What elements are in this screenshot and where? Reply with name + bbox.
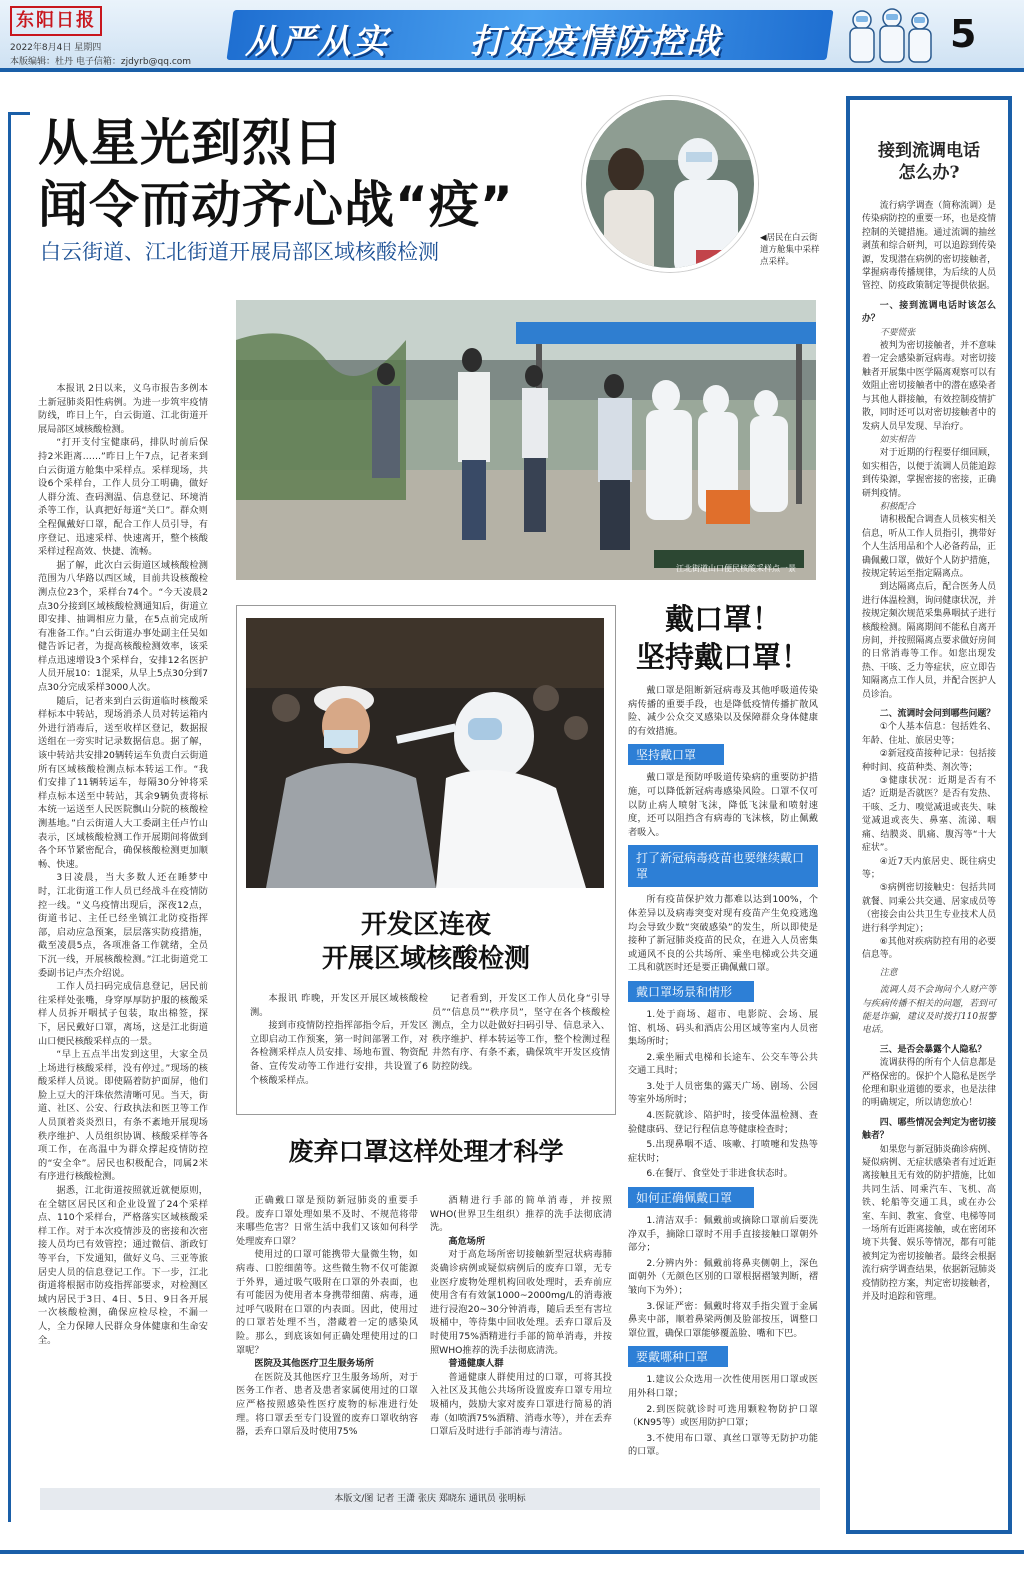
lead-headline-line1: 从星光到烈日 (38, 114, 344, 172)
kfq-headline-line2: 开展区域核酸检测 (321, 944, 530, 974)
kfq-paragraph: 记者看到，开发区工作人员化身“引导员”“信息员”“秩序员”，坚守在各个核酸检测点，全力以赴做好扫码引导、信息录入、秩序维护、样本转运等工作，整个检测过程井然有序、有条不紊，确保筑牢开发区疫情防控防线。 (432, 993, 610, 1072)
mask-section-body (628, 1373, 818, 1459)
mask-list-item: 2.到医院就诊时可选用颗粒物防护口罩（KN95等）或医用防护口罩； (628, 1403, 818, 1429)
masthead (0, 0, 1024, 72)
sidebar-paragraph: 对于近期的行程要仔细回顾，如实相告，以便于流调人员能追踪到传染源，掌握密接的密接，正确研判疫情。 (862, 448, 996, 499)
sidebar-question: 一、接到流调电话时该怎么办？ (862, 300, 996, 325)
lead-paragraph: “打开支付宝健康码，排队时前后保持2米距离……”昨日上午7点，记者来到白云街道方舱集中采样点。采样现场，共设6个采样台，工作人员分工明确，做好人群分流、查码测温、信息登记、环境消杀等工作，认真把好每道“关口”。群众则全程佩戴好口罩，配合工作人员引导，有序登记、迅速采样、快速离开，整个核酸采样过程高效、快捷、流畅。 (38, 437, 208, 558)
mask-headline-line2: 坚持戴口罩！ (635, 640, 810, 674)
sidebar-question: 二、流调时会问到哪些问题？ (879, 709, 996, 720)
sidebar-question: 四、哪些情况会判定为密切接触者？ (862, 1117, 996, 1142)
sidebar-note: 流调人员不会询问个人财产等与疾病传播不相关的问题，若到可能是诈骗，建议及时拨打110报警电话。 (862, 985, 996, 1036)
sidebar-list-item: ⑤病例密切接触史：包括共同就餐、同乘公共交通、居家成员等（密接会由公共卫生专业技术人员进行科学判定）； (862, 883, 996, 934)
lead-paragraph: 工作人员扫码完成信息登记，居民前往采样处张嘴，身穿厚厚防护服的核酸采样人员拆开咽拭子包装，取出棉签，探下，居民戴好口罩，离场，这是江北街道山口便民核酸采样点的一景。 (38, 981, 208, 1047)
banner-right: 打好疫情防控战 (470, 22, 722, 62)
mask-list-item: 6.在餐厅、食堂处于非进食状态时。 (646, 1168, 793, 1180)
mask-section-body (628, 771, 818, 839)
mask-intro-text: 戴口罩是阻断新冠病毒及其他呼吸道传染病传播的重要手段，也是降低疫情传播扩散风险、减少公众交叉感染以及保障群众身体健康的有效措施。 (628, 685, 818, 737)
lead-subtitle: 白云街道、江北街道开展局部区域核酸检测 (40, 240, 439, 264)
night-sampling-photo (246, 618, 604, 888)
waste-paragraph: 使用过的口罩可能携带大量微生物，如病毒、口腔细菌等。这些微生物不仅可能源于外界，通过吸气吸附在口罩的外表面，也有可能因为使用者本身携带细菌、病毒，通过呼气吸附在口罩的内表面。因此，使用过的口罩若处理不当，潜藏着一定的感染风险。那么，到底该如何正确处理使用过的口罩呢？ (236, 1249, 418, 1356)
kfq-headline (236, 908, 616, 976)
waste-subhead: 高危场所 (448, 1235, 486, 1247)
sidebar-paragraph: 被判为密切接触者，并不意味着一定会感染新冠病毒。对密切接触者开展集中医学隔离观察可以有效阻止密切接触者中的潜在感染者与其他人群接触，有效控制疫情扩散，同时还可以对密切接触者中的发病人员早发现、早治疗。 (862, 341, 996, 432)
waste-paragraph: 对于高危场所密切接触新型冠状病毒肺炎确诊病例或疑似病例后的废弃口罩，无专业医疗废物处理机构回收处理时，丢弃前应使用含有有效氯1000~2000mg/L的消毒液进行浸泡20~30分钟消毒，随后丢至有害垃圾桶中，等待集中回收处理。丢弃口罩后及时使用75%酒精进行手部的简单消毒，并按照WHO推荐的洗手法彻底清洗。 (430, 1249, 612, 1356)
mask-section-title: 坚持戴口罩 (628, 744, 724, 765)
lead-paragraph: 据了解，此次白云街道区域核酸检测范围为八华路以西区域，目前共设核酸检测点位23个，采样台74个。“今天凌晨2点30分接到区域核酸检测通知后，街道立即安排、抽调相应力量，在5点前完成所有准备工作。”白云街道办事处副主任吴如健告诉记者，为提高核酸检测效率，该采样点迅速增设3个采样台，安排12名医护人员开展10：1混采，从早上5点30分到7点30分完成采样3000人次。 (38, 559, 208, 694)
medical-workers-icon (840, 6, 940, 66)
lead-headline (38, 112, 514, 236)
mask-list-item: 1.建议公众选用一次性使用医用口罩或医用外科口罩； (628, 1374, 818, 1399)
round-photo-caption: ◀居民在白云街道方舱集中采样点采样。 (760, 233, 820, 267)
waste-subhead: 普通健康人群 (448, 1358, 504, 1370)
kfq-paragraph: 接到市疫情防控指挥部指令后，开发区立即启动工作预案，第一时间部署工作，对各检测采样点人员安排、场地布置、物资配备、宣传发动等工作进行安排，共设置了6个核酸采样点。 (250, 1020, 428, 1086)
kfq-col1 (250, 992, 428, 1087)
round-photo (582, 96, 758, 272)
sidebar-headline (852, 140, 1006, 184)
sidebar-subhead: 不要慌张 (879, 327, 916, 338)
mask-section-body (628, 1008, 818, 1181)
waste-col2 (430, 1194, 612, 1439)
lead-paragraph: 本报讯 2日以来，义乌市报告多例本土新冠肺炎阳性病例。为进一步筑牢疫情防线，昨日上午，白云街道、江北街道开展局部区域核酸检测。 (38, 383, 208, 435)
mask-article (628, 600, 818, 1461)
waste-paragraph: 正确戴口罩是预防新冠肺炎的重要手段。废弃口罩处理如果不及时、不规范将带来哪些危害？日常生活中我们又该如何科学处理废弃口罩？ (236, 1195, 418, 1247)
sidebar-list-item: ⑥其他对疾病防控有用的必要信息等。 (862, 936, 996, 961)
mask-list-item: 3.不使用布口罩、真丝口罩等无防护功能的口罩。 (628, 1432, 818, 1458)
sidebar-body (862, 200, 996, 1305)
mask-list-item: 2.分辨内外：佩戴前将鼻夹侧朝上，深色面朝外（无颜色区别的口罩根据褶皱判断，褶皱向下为外）； (628, 1257, 818, 1296)
lead-paragraph: 据悉，江北街道按照就近就便原则，在全辖区居民区和企业设置了24个采样点、110个采样台，严格落实区域核酸采样工作。对于本次疫情涉及的密接和次密接人员均已有效管控；通过微信、浙政钉等平台，下发通知，做好义乌、三亚等旅居史人员的信息登记工作。下一步，江北街道将根据市防疫指挥部要求，对检测区域内居民于3日、4日、5日、9日各开展一次核酸检测，确保应检尽检，不漏一人，全力保障人民群众身体健康和生命安全。 (38, 1185, 208, 1346)
mask-headline-line1: 戴口罩！ (664, 602, 781, 636)
waste-headline: 废弃口罩这样处理才科学 (288, 1137, 564, 1166)
sidebar-paragraph: 流调获得的所有个人信息都是严格保密的。保护个人隐私是医学伦理和职业道德的要求，也是法律的明确规定，所以请您放心！ (862, 1058, 996, 1109)
sidebar-subhead: 如实相告 (879, 434, 916, 445)
sidebar-list-item: ③健康状况：近期是否有不适？近期是否就医？是否有发热、干咳、乏力、嗅觉减退或丧失、味觉减退或丧失、鼻塞、流涕、咽痛、结膜炎、肌痛、腹泻等“十大症状”。 (862, 776, 996, 854)
mask-list-item: 2.乘坐厢式电梯和长途车、公交车等公共交通工具时； (628, 1051, 818, 1077)
sidebar-paragraph: 流行病学调查（简称流调）是传染病防控的重要一环，也是疫情控制的关键措施。通过流调的抽丝剥茧和综合研判，可以追踪到传染源，发现潜在病例的密切接触者，掌握病毒传播规律，为后续的人员管控、防疫政策制定等提供依据。 (862, 201, 996, 292)
lead-article (38, 382, 208, 1347)
kfq-paragraph: 本报讯 昨晚，开发区开展区域核酸检测。 (250, 993, 428, 1018)
mask-section-text: 戴口罩是预防呼吸道传染病的重要防护措施，可以降低新冠病毒感染风险。口罩不仅可以防止病人喷射飞沫，降低飞沫量和喷射速度，还可以阻挡含有病毒的飞沫核，防止佩戴者吸入。 (628, 772, 818, 838)
mask-intro (628, 684, 818, 738)
bottom-rule (0, 1550, 1024, 1554)
sidebar-question: 三、是否会暴露个人隐私？ (879, 1044, 987, 1055)
mask-section-body (628, 1214, 818, 1340)
sidebar-paragraph: 到达隔离点后，配合医务人员进行体温检测，询问健康状况，并按规定频次规范采集鼻咽拭子进行核酸检测。隔离期间不能私自离开房间，并按照隔离点要求做好房间的日常消毒等工作。如您出现发热、干咳、乏力等症状，应立即告知隔离点工作人员，并配合医护人员诊治。 (862, 582, 996, 700)
mask-section-title: 打了新冠病毒疫苗也要继续戴口罩 (628, 845, 818, 887)
mask-section-title: 要戴哪种口罩 (628, 1346, 728, 1367)
waste-paragraph: 普通健康人群使用过的口罩，可将其投入社区及其他公共场所设置废弃口罩专用垃圾桶内，鼓励大家对废弃口罩进行简易的消毒（如喷洒75%酒精、消毒水等），并在丢弃口罩后及时进行手部消毒与清洁。 (430, 1371, 612, 1438)
page-credit: 本版文/图 记者 王潇 张庆 郑晓东 通讯员 张明标 (40, 1488, 820, 1510)
lead-paragraph: 随后，记者来到白云街道临时核酸采样标本中转站，现场消杀人员对转运箱内外进行消毒后，送至收样区登记，数据报送组在一旁实时记录数据信息。据了解，该中转站共安排20辆转运车负责白云街道所有区域核酸检测点标本转运工作。“我们安排了11辆转运车，每隔30分钟将采样点标本送至中转站，其余9辆负责将标本统一运送至人民医院飘山分院的核酸检测基地。”白云街道人大工委副主任卢竹山表示，区域核酸检测工作开展期间将做到各个环节紧密配合，确保核酸检测更加顺畅、快速。 (38, 695, 208, 870)
mask-list-item: 5.出现鼻咽不适、咳嗽、打喷嚏和发热等症状时； (628, 1139, 818, 1164)
kfq-headline-line1: 开发区连夜 (360, 910, 491, 940)
mask-section-title: 戴口罩场景和情形 (628, 981, 754, 1002)
lead-paragraph: 3日凌晨，当大多数人还在睡梦中时，江北街道工作人员已经战斗在疫情防控一线。“义乌疫情出现后，深夜12点，街道书记、主任已经坐镇江北防疫指挥部，启动应急预案，层层落实防疫措施，截至凌晨5点，各项准备工作就绪，全员下沉一线，开展核酸检测。”江北街道党工委副书记卢杰介绍说。 (38, 872, 208, 979)
mask-section-text: 所有疫苗保护效力都难以达到100%，个体差异以及病毒突变对现有疫苗产生免疫逃逸均会导致少数“突破感染”的发生，所以即使是接种了新冠肺炎疫苗的民众，在进入人员密集或通风不良的公共场所、乘坐电梯或公共交通工具和就医时还是要正确佩戴口罩。 (628, 894, 818, 974)
mask-section-body (628, 893, 818, 975)
kfq-col2 (432, 992, 610, 1074)
mask-section-title: 如何正确佩戴口罩 (628, 1187, 754, 1208)
editor-line: 本版编辑：杜丹 电子信箱：zjdyrb@qq.com (10, 57, 192, 67)
sidebar-subhead: 积极配合 (879, 501, 916, 512)
sidebar-headline-line2: 怎么办? (898, 163, 960, 183)
sidebar-note-head: 注意 (879, 967, 898, 978)
mask-list-item: 3.处于人员密集的露天广场、剧场、公园等室外场所时； (628, 1080, 818, 1106)
mask-list-item: 1.清洁双手：佩戴前或摘除口罩前后要洗净双手，摘除口罩时不用手直接接触口罩朝外部分； (628, 1215, 818, 1254)
sidebar-paragraph: 请积极配合调查人员核实相关信息，听从工作人员指引，携带好个人生活用品和个人必备药品，正确佩戴口罩，做好个人防护措施，按规定转运至指定隔离点。 (862, 515, 996, 579)
street-photo-caption: 江北街道山口便民核酸采样点一景 (676, 564, 796, 573)
paper-logo: 东阳日报 (10, 6, 102, 36)
waste-paragraph: 酒精进行手部的简单消毒，并按照WHO(世界卫生组织）推荐的洗手法彻底清洗。 (430, 1195, 612, 1234)
mask-list-item: 1.处于商场、超市、电影院、会场、展馆、机场、码头和酒店公用区域等室内人员密集场所时； (628, 1008, 818, 1048)
waste-paragraph: 在医院及其他医疗卫生服务场所，对于医务工作者、患者及患者家属使用过的口罩应严格按照感染性医疗废物的标准进行处理。将口罩丢至专门设置的废弃口罩收纳容器，丢弃口罩后及时使用75% (236, 1371, 418, 1438)
sidebar-list-item: ②新冠疫苗接种记录：包括接种时间、疫苗种类、剂次等； (862, 749, 996, 773)
lead-paragraph: “早上五点半出发到这里，大家全员上场进行核酸采样，没有停过。”现场的核酸采样人员说。即使隔着防护面屏，他们脸上豆大的汗珠依然清晰可见。当天，街道、社区、公安、行政执法和医卫等工作人员顶着炎炎烈日，有条不紊地开展现场秩序维护、人员组织协调、核酸采样等各项工作，在高温中为群众撑起疫情防控的“安全伞”。居民也积极配合，同属2米有序进行核酸检测。 (38, 1049, 208, 1183)
sidebar-headline-line1: 接到流调电话 (878, 141, 980, 161)
sidebar-paragraph: 如果您与新冠肺炎确诊病例、疑似病例、无症状感染者有过近距离接触且无有效的防护措施，比如共同生活、同乘汽车、飞机、高铁、轮船等交通工具，或在办公室、车间、教室、食堂、电梯等同一场所有近距离接触，或在密闭环境下共餐、娱乐等情况，都有可能被判定为密切接触者。最终会根据流行病学调查结果，依据新冠肺炎疫情防控方案，判定密切接触者，并及时追踪和管理。 (862, 1144, 996, 1303)
waste-col1 (236, 1194, 418, 1439)
sidebar-list-item: ①个人基本信息：包括姓名、年龄、住址、旅居史等； (862, 722, 996, 746)
banner-left: 从严从实 (245, 22, 389, 62)
mask-list-item: 3.保证严密：佩戴时将双手指尖置于金属鼻夹中部，顺着鼻梁两侧及脸部按压，调整口罩位置，确保口罩能够覆盖脸、嘴和下巴。 (628, 1300, 818, 1339)
sidebar-list-item: ④近7天内旅居史、既往病史等； (862, 856, 996, 880)
street-sampling-photo (236, 300, 816, 580)
page-number: 5 (950, 12, 977, 56)
date-line: 2022年8月4日 星期四 (10, 43, 102, 53)
lead-headline-line2: 闻令而动齐心战“疫” (38, 176, 514, 234)
mask-list-item: 4.医院就诊、陪护时，接受体温检测、查验健康码、登记行程信息等健康检查时； (628, 1110, 818, 1135)
waste-subhead: 医院及其他医疗卫生服务场所 (254, 1358, 374, 1370)
